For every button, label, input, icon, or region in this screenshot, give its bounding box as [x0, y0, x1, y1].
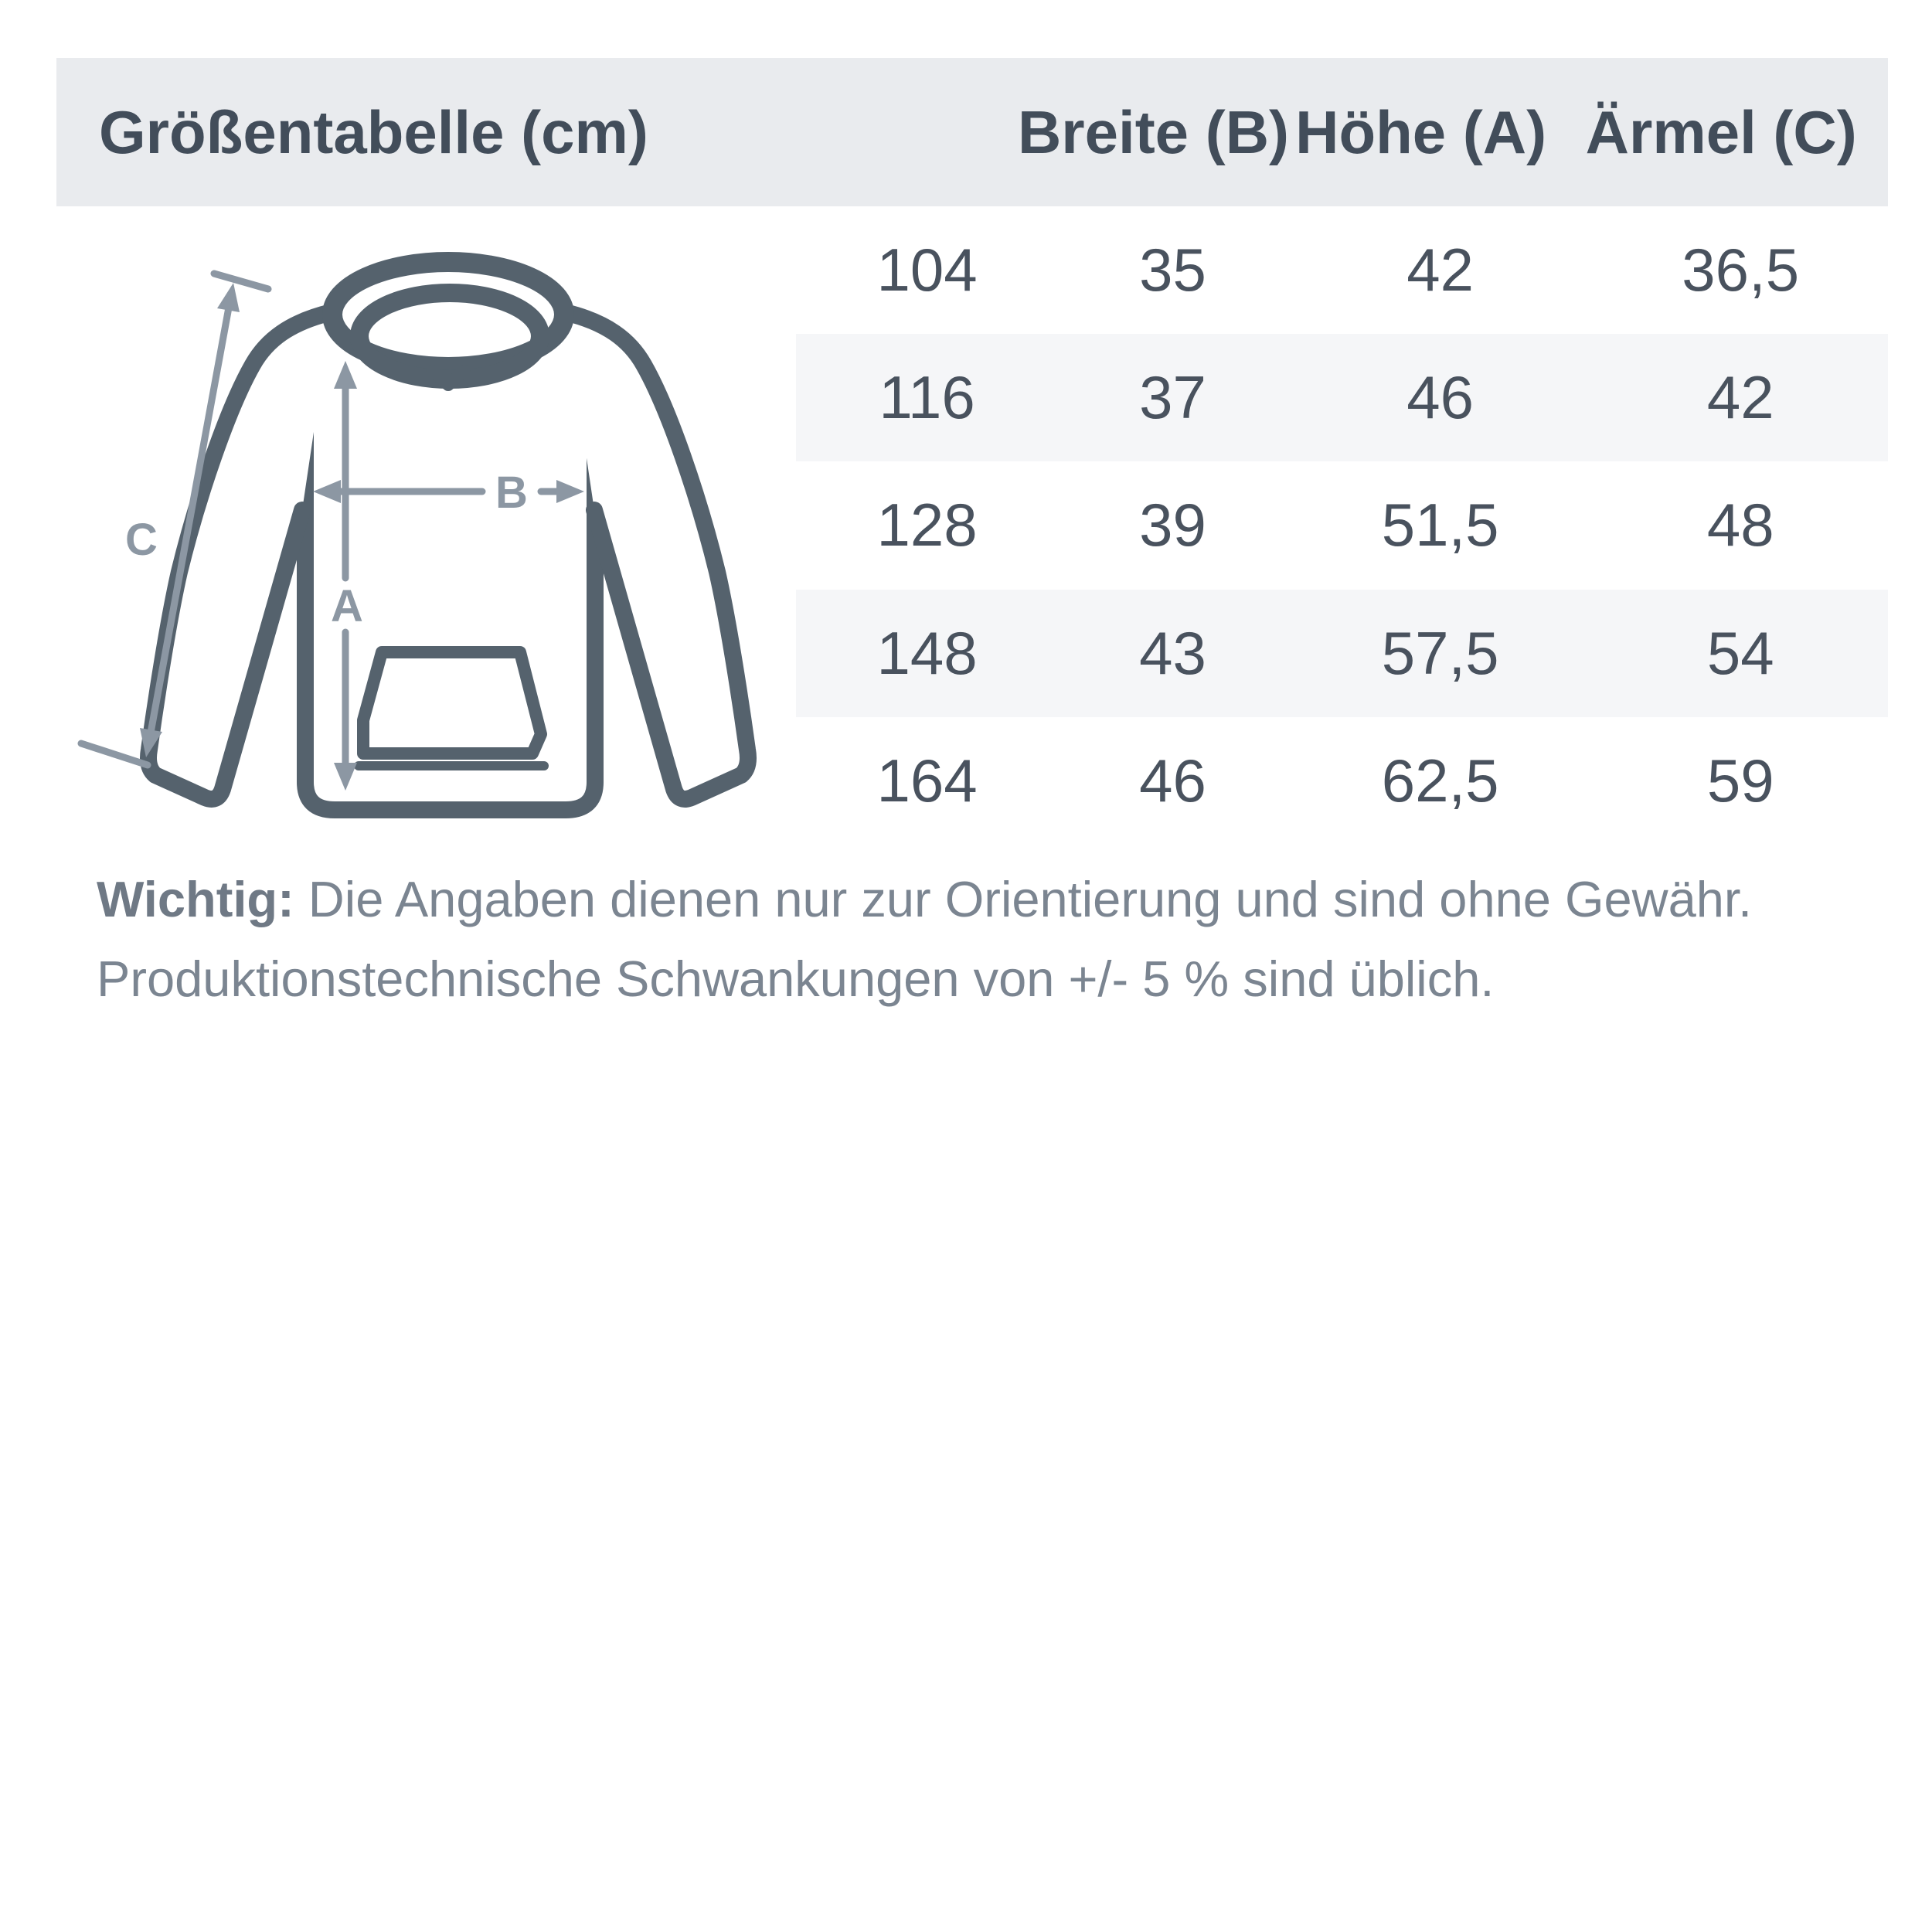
breite-cell: 35: [1139, 236, 1206, 304]
table-body: [796, 206, 1888, 845]
breite-cell: 43: [1139, 618, 1206, 687]
header-breite: Breite (B): [1017, 97, 1289, 166]
hoehe-cell: 46: [1406, 363, 1475, 432]
aermel-cell: 36,5: [1682, 236, 1800, 304]
aermel-cell: 59: [1706, 746, 1774, 815]
aermel-cell: 48: [1706, 491, 1774, 560]
table-row: [796, 334, 1888, 461]
hoehe-cell: 57,5: [1381, 618, 1499, 687]
aermel-cell: 42: [1706, 363, 1774, 432]
hoodie-pocket: [363, 652, 541, 753]
header-size-spacer: [777, 58, 1039, 206]
table-row: [796, 717, 1888, 845]
table-row: [796, 590, 1888, 717]
dimension-label-c: C: [125, 515, 158, 565]
size-cell: 104: [876, 236, 978, 304]
disclaimer-line-2: Produktionstechnische Schwankungen von +/- 5 % sind üblich.: [97, 951, 1495, 1007]
dimension-label-a: A: [331, 581, 363, 631]
hoehe-cell: 62,5: [1381, 746, 1499, 815]
table-row: [796, 206, 1888, 334]
size-cell: 148: [876, 618, 978, 687]
disclaimer-note: [97, 859, 1897, 1019]
size-cell: 116: [879, 363, 975, 432]
hoehe-cell: 51,5: [1381, 491, 1499, 560]
header-aermel: Ärmel (C): [1585, 97, 1857, 166]
page-title: Größentabelle (cm): [99, 97, 648, 166]
disclaimer-text: Die Angaben dienen nur zur Orientierung und sind ohne Gewähr.: [294, 871, 1753, 927]
disclaimer-line-1: [97, 859, 1897, 939]
size-cell: 128: [876, 491, 978, 560]
hoodie-diagram-icon: [58, 209, 792, 842]
disclaimer-prefix: Wichtig:: [97, 871, 294, 927]
dimension-label-b: B: [495, 468, 528, 518]
table-row: [796, 461, 1888, 589]
header-hoehe: Höhe (A): [1295, 97, 1547, 166]
breite-cell: 39: [1139, 491, 1206, 560]
size-cell: 164: [876, 746, 978, 815]
aermel-cell: 54: [1706, 618, 1774, 687]
arrow-c-head-top: [217, 283, 240, 312]
table-header-row: [777, 58, 1869, 206]
table-header-band: [56, 58, 1888, 206]
breite-cell: 46: [1139, 746, 1206, 815]
hoehe-cell: 42: [1406, 236, 1475, 304]
breite-cell: 37: [1139, 363, 1206, 432]
